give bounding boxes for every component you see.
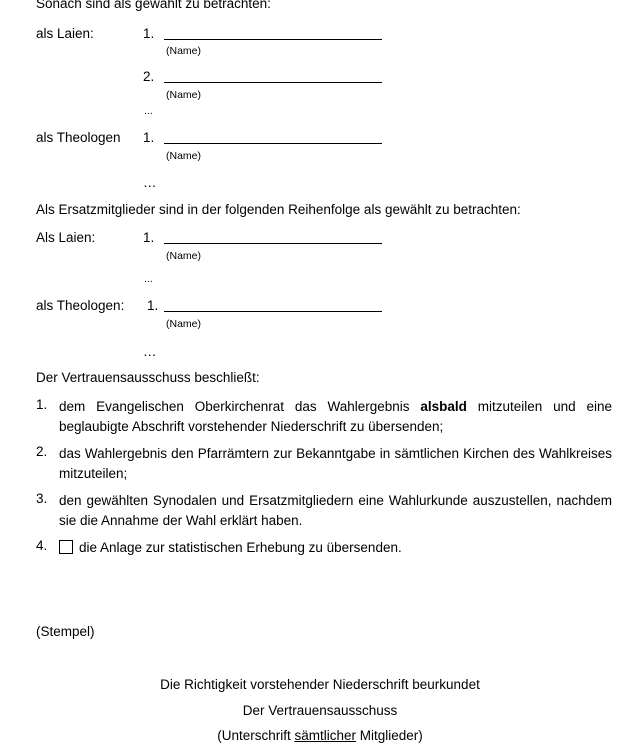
ersatz-laien-ellipsis: ... xyxy=(144,273,153,285)
laien-number-1: 1. xyxy=(143,26,155,41)
ersatz-laien-number-1: 1. xyxy=(143,230,155,245)
laien-number-2: 2. xyxy=(143,69,155,84)
decision-item-number: 4. xyxy=(36,538,48,553)
decision-item-number: 3. xyxy=(36,491,48,506)
decision-item-text: das Wahlergebnis den Pfarrämtern zur Bekanntgabe in sämtlichen Kirchen des Wahlkreises mitzuteilen; xyxy=(59,446,612,481)
laien-name-caption-1: (Name) xyxy=(166,45,202,57)
decision-item-1 xyxy=(36,397,612,437)
decision-item-2 xyxy=(36,444,612,484)
theologen-ellipsis: … xyxy=(143,175,157,190)
laien-ellipsis: ... xyxy=(144,105,153,117)
ersatz-theologen-number-1: 1. xyxy=(147,298,159,313)
underlined-word: sämtlicher xyxy=(294,728,356,743)
ersatz-theologen-name-caption-1: (Name) xyxy=(166,318,202,330)
theologen-number-1: 1. xyxy=(143,130,155,145)
decision-item-text: die Anlage zur statistischen Erhebung zu übersenden. xyxy=(79,540,402,555)
decision-item-text: den gewählten Synodalen und Ersatzmitgliedern eine Wahlurkunde auszustellen, nachdem sie die Annahme der Wahl erklärt haben. xyxy=(59,493,612,528)
theologen-label: als Theologen xyxy=(36,130,121,145)
certification-text: Die Richtigkeit vorstehender Niederschrift beurkundet xyxy=(160,677,480,692)
committee-name: Der Vertrauensausschuss xyxy=(242,703,398,718)
stamp-label: (Stempel) xyxy=(36,624,95,639)
signature-note: (Unterschrift sämtlicher Mitglieder) xyxy=(217,728,423,743)
statistics-checkbox[interactable] xyxy=(59,540,73,554)
ersatz-laien-name-caption-1: (Name) xyxy=(166,250,202,262)
ersatz-theologen-ellipsis: … xyxy=(143,344,157,359)
ersatz-theologen-name-line-1[interactable] xyxy=(164,311,382,312)
ersatz-intro: Als Ersatzmitglieder sind in der folgenden Reihenfolge als gewählt zu betrachten: xyxy=(36,202,521,217)
theologen-name-line-1[interactable] xyxy=(164,143,382,144)
laien-name-line-2[interactable] xyxy=(164,82,382,83)
laien-name-caption-2: (Name) xyxy=(166,89,202,101)
decision-item-4 xyxy=(36,538,612,558)
theologen-name-caption-1: (Name) xyxy=(166,150,202,162)
decision-item-3 xyxy=(36,491,612,531)
decision-item-number: 1. xyxy=(36,397,48,412)
decision-item-text: dem Evangelischen Oberkirchenrat das Wahlergebnis alsbald mitzuteilen und eine beglaubigte Abschrift vorstehender Niederschrift zu übersenden; xyxy=(59,399,613,434)
laien-name-line-1[interactable] xyxy=(164,39,382,40)
ersatz-laien-name-line-1[interactable] xyxy=(164,243,382,244)
laien-label: als Laien: xyxy=(36,26,94,41)
ersatz-theologen-label: als Theologen: xyxy=(36,298,125,313)
decision-intro: Der Vertrauensausschuss beschließt: xyxy=(36,370,260,385)
intro-text: Sonach sind als gewählt zu betrachten: xyxy=(36,0,271,11)
emphasis-alsbald: alsbald xyxy=(420,399,467,414)
decision-item-number: 2. xyxy=(36,444,48,459)
ersatz-laien-label: Als Laien: xyxy=(36,230,96,245)
